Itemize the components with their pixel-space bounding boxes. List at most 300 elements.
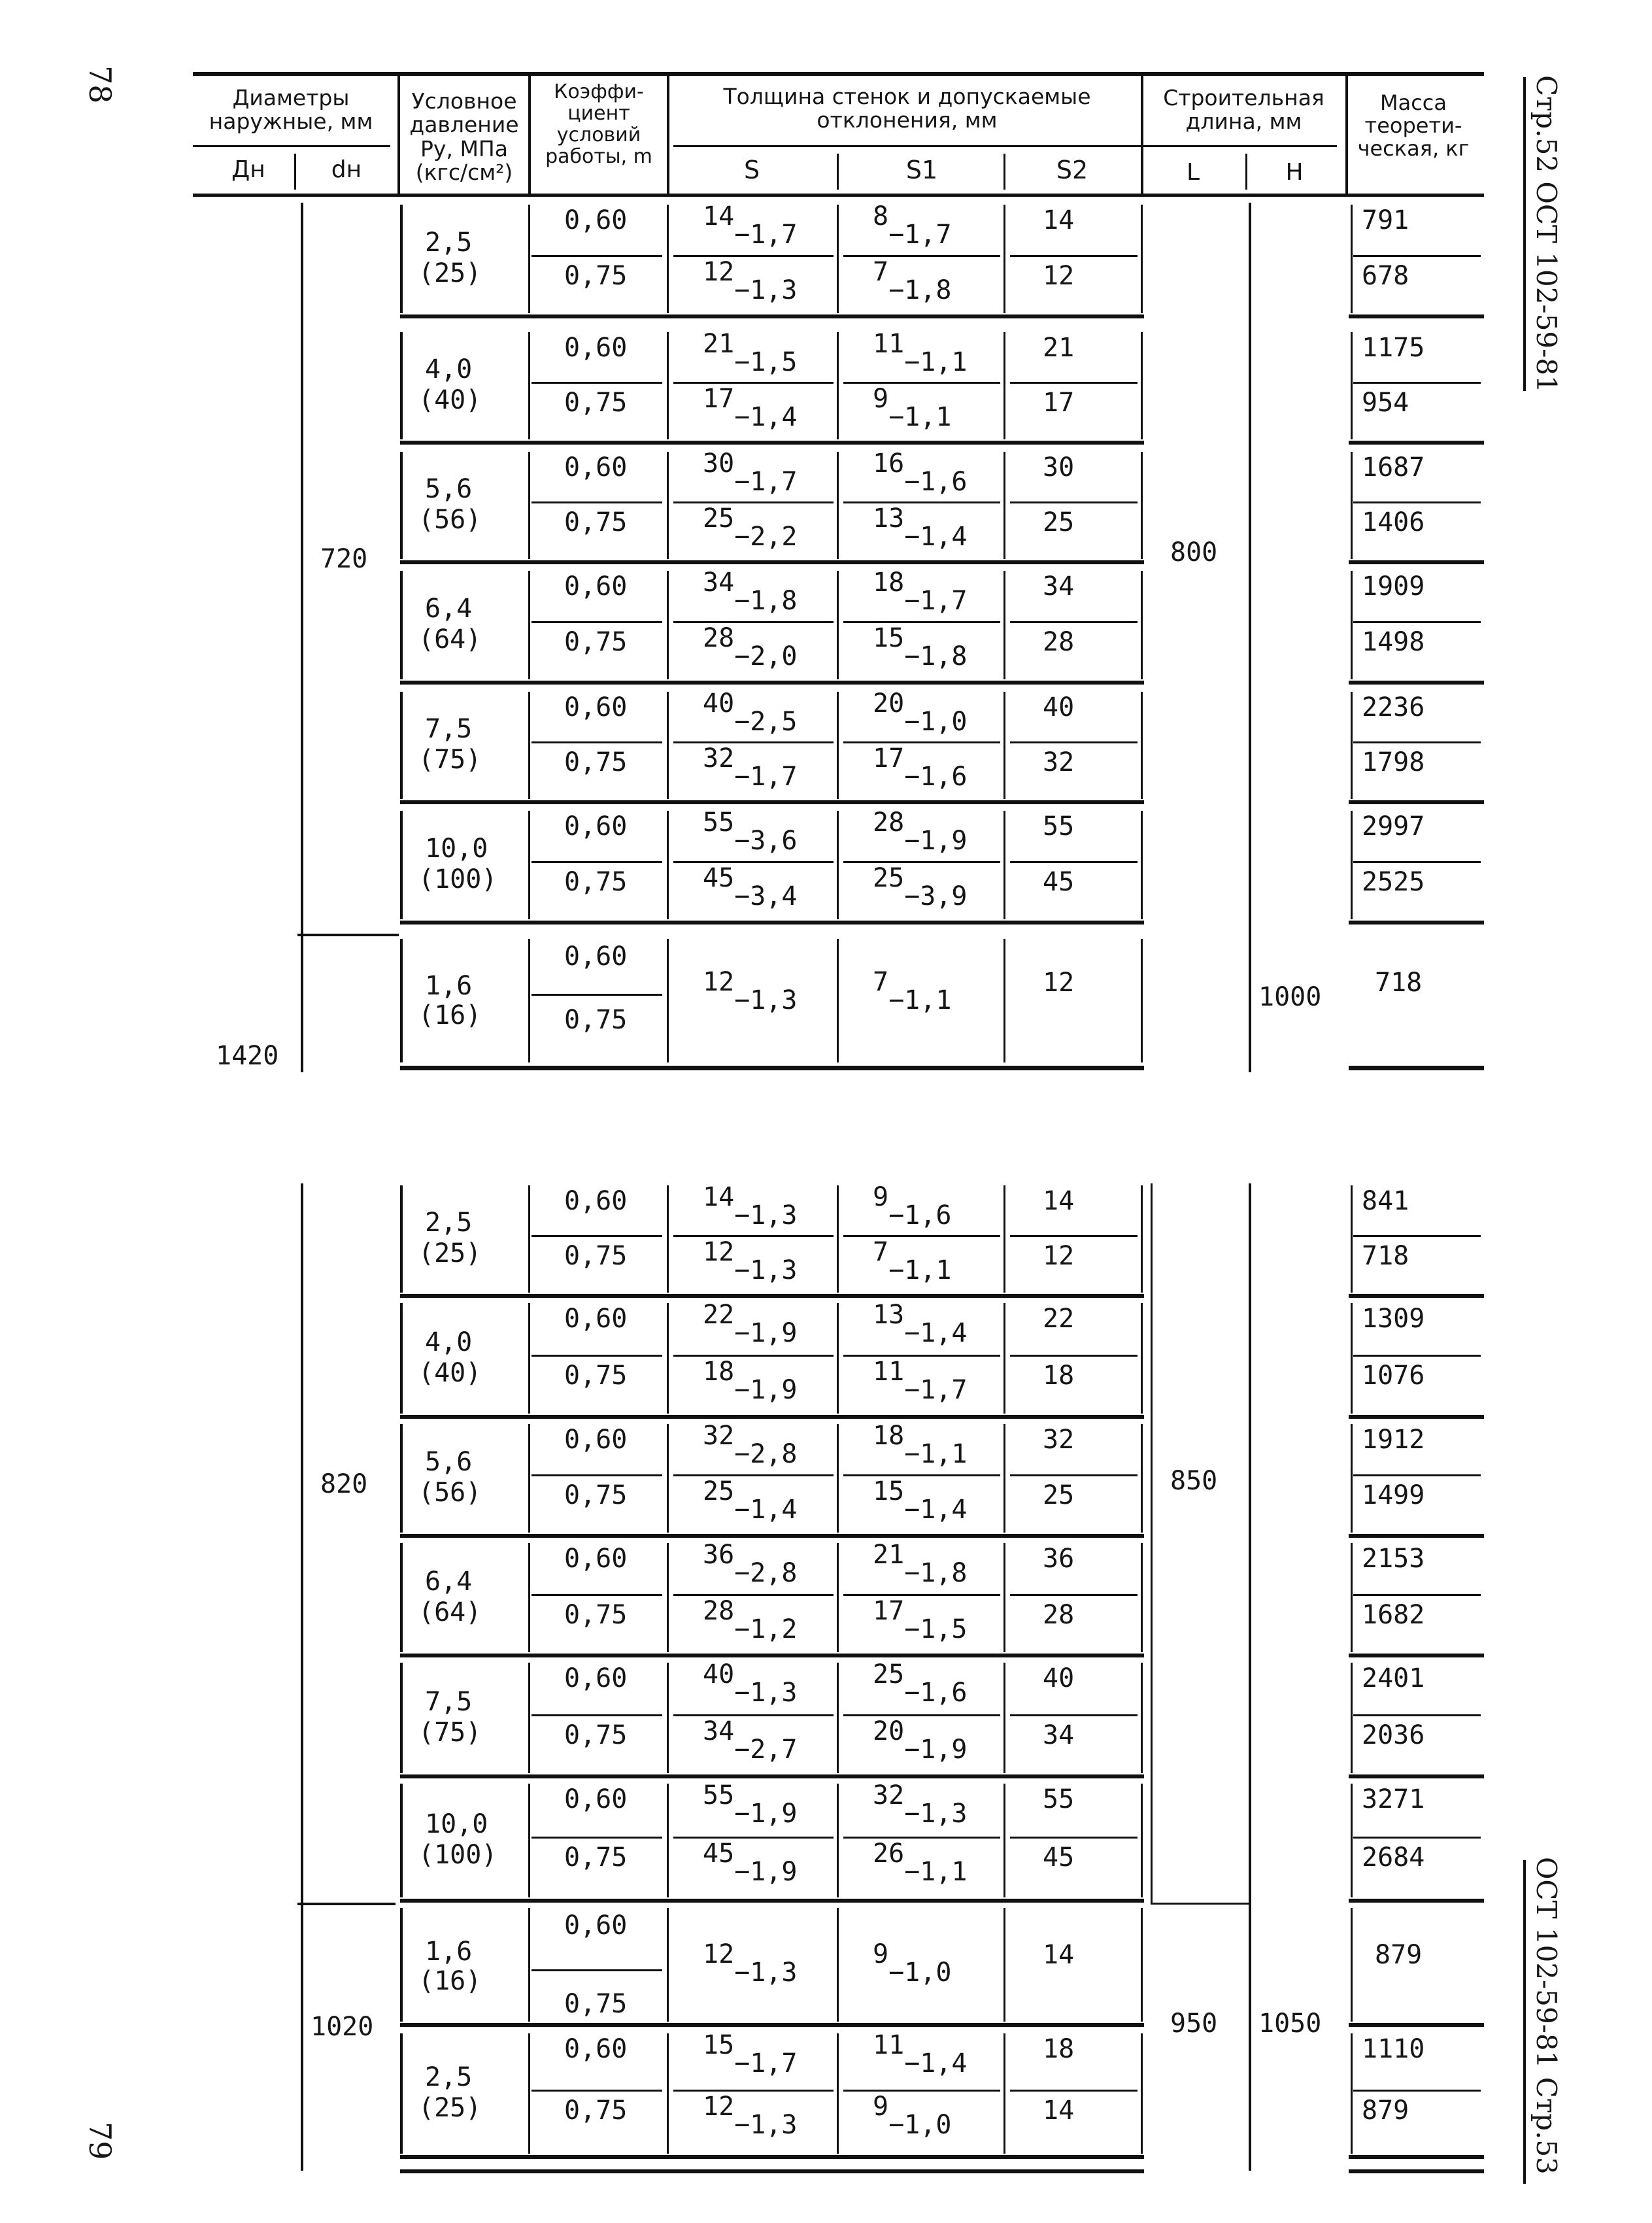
thickness-s bbox=[703, 1237, 798, 1285]
row-separator bbox=[1353, 1474, 1481, 1476]
thickness-s2: 14 bbox=[1043, 1940, 1075, 1970]
thickness-s-value: 21 bbox=[703, 329, 735, 359]
thickness-s1-value: 16 bbox=[873, 449, 905, 479]
thickness-s-deviation: −3,6 bbox=[734, 826, 798, 856]
thickness-s1-value: 20 bbox=[873, 1716, 905, 1746]
pressure-kgf: (100) bbox=[418, 864, 497, 894]
row-separator bbox=[843, 1355, 1000, 1357]
table-bottom-rule bbox=[1349, 2169, 1484, 2173]
mass-col-line bbox=[1351, 811, 1353, 919]
thickness-s1 bbox=[873, 2092, 952, 2140]
row-separator bbox=[843, 255, 1000, 257]
group-bottom-rule bbox=[1349, 1294, 1484, 1298]
thickness-s1-value: 7 bbox=[873, 1237, 889, 1267]
thickness-s1 bbox=[873, 743, 968, 792]
row-separator bbox=[1010, 621, 1138, 623]
group-bottom-rule bbox=[1349, 560, 1484, 564]
coef-value: 0,60 bbox=[564, 942, 628, 972]
thickness-s-deviation: −1,7 bbox=[734, 220, 798, 250]
s2-col-line bbox=[1003, 571, 1005, 679]
thickness-s-value: 28 bbox=[703, 623, 735, 653]
coef-value: 0,75 bbox=[564, 507, 628, 537]
thickness-s1-deviation: −1,0 bbox=[888, 2110, 952, 2140]
row-separator bbox=[1010, 1235, 1138, 1237]
row-separator bbox=[673, 621, 834, 623]
thickness-s-deviation: −1,3 bbox=[734, 275, 798, 305]
pressure-value: 2,5 bbox=[425, 228, 473, 258]
thickness-s1-deviation: −1,0 bbox=[904, 707, 968, 737]
thickness-s1-value: 18 bbox=[873, 1421, 905, 1451]
thickness-s bbox=[703, 688, 798, 737]
mass-value: 1498 bbox=[1362, 627, 1425, 657]
pressure-value: 5,6 bbox=[425, 474, 473, 504]
s-col-line bbox=[667, 571, 669, 679]
row-separator bbox=[673, 741, 834, 743]
coef-col-line bbox=[528, 1663, 530, 1773]
mass-value: 2684 bbox=[1362, 1842, 1425, 1873]
dn-value: 1020 bbox=[311, 2012, 374, 2042]
pressure-value: 2,5 bbox=[425, 2062, 473, 2092]
thickness-s1 bbox=[873, 688, 968, 737]
header-length: Строительная длина, мм bbox=[1163, 85, 1324, 135]
thickness-s1-deviation: −1,4 bbox=[904, 1495, 968, 1525]
dn-separator bbox=[297, 934, 399, 936]
row-separator bbox=[843, 741, 1000, 743]
row-separator bbox=[673, 382, 834, 384]
s-col-line bbox=[667, 205, 669, 313]
pressure-value: 10,0 bbox=[425, 1809, 488, 1839]
thickness-s1-deviation: −1,8 bbox=[904, 641, 968, 671]
thickness-s2: 45 bbox=[1043, 1842, 1075, 1873]
thickness-s bbox=[703, 967, 798, 1015]
group-bottom-rule bbox=[400, 1899, 1144, 1903]
thickness-s1-value: 28 bbox=[873, 807, 905, 838]
mass-value: 1175 bbox=[1362, 333, 1425, 363]
L-value: 950 bbox=[1170, 2009, 1218, 2039]
thickness-s bbox=[703, 503, 798, 552]
thickness-s1 bbox=[873, 503, 968, 552]
s1-col-line bbox=[837, 332, 839, 439]
thickness-s1-value: 21 bbox=[873, 1540, 905, 1570]
thickness-s1-deviation: −1,7 bbox=[888, 220, 952, 250]
row-separator bbox=[1010, 382, 1138, 384]
row-separator bbox=[843, 501, 1000, 503]
s1-col-line bbox=[837, 205, 839, 313]
header-dn: dн bbox=[331, 156, 362, 183]
row-separator bbox=[1353, 741, 1481, 743]
thickness-s1 bbox=[873, 1356, 968, 1405]
thickness-s1-deviation: −1,8 bbox=[904, 1558, 968, 1588]
thickness-s bbox=[703, 329, 798, 377]
group-bottom-rule bbox=[400, 1415, 1144, 1419]
mass-value: 2997 bbox=[1362, 811, 1425, 841]
thickness-s-deviation: −1,4 bbox=[734, 1495, 798, 1525]
pressure-kgf: (40) bbox=[418, 1357, 482, 1388]
thickness-s1-deviation: −1,1 bbox=[904, 1857, 968, 1887]
mass-value: 1912 bbox=[1362, 1425, 1425, 1455]
thickness-s bbox=[703, 1182, 798, 1230]
s1-col-line bbox=[837, 1185, 839, 1293]
group-bottom-rule bbox=[400, 681, 1144, 685]
thickness-s1 bbox=[873, 967, 952, 1015]
group-bottom-rule bbox=[400, 1534, 1144, 1538]
mass-value: 1076 bbox=[1362, 1360, 1425, 1391]
group-bottom-rule bbox=[1349, 921, 1484, 925]
thickness-s1 bbox=[873, 1300, 968, 1348]
column-line bbox=[1003, 939, 1005, 1062]
thickness-s1 bbox=[873, 384, 952, 432]
thickness-s-value: 12 bbox=[703, 257, 735, 287]
group-bottom-rule bbox=[1349, 1899, 1484, 1903]
thickness-s-value: 40 bbox=[703, 1659, 735, 1689]
thickness-s-deviation: −1,7 bbox=[734, 467, 798, 497]
s2-col-line bbox=[1003, 2033, 1005, 2154]
row-separator bbox=[531, 501, 662, 503]
s1-col-line bbox=[837, 1424, 839, 1533]
H-value: 1050 bbox=[1258, 2009, 1322, 2039]
mass-col-line bbox=[1351, 1303, 1353, 1414]
thickness-s2: 21 bbox=[1043, 333, 1075, 363]
row-separator bbox=[1010, 1355, 1138, 1357]
thickness-s-deviation: −1,3 bbox=[734, 2110, 798, 2140]
thickness-s bbox=[703, 1780, 798, 1829]
column-line bbox=[667, 939, 669, 1062]
mass-col-line bbox=[1351, 692, 1353, 799]
coef-col-line bbox=[528, 571, 530, 679]
thickness-s bbox=[703, 449, 798, 497]
thickness-s1-value: 11 bbox=[873, 2030, 905, 2060]
group-bottom-rule bbox=[400, 314, 1144, 318]
coef-value: 0,75 bbox=[564, 1360, 628, 1391]
thickness-s-deviation: −1,9 bbox=[734, 1857, 798, 1887]
s2-col-line bbox=[1003, 1543, 1005, 1652]
pressure-value: 4,0 bbox=[425, 1327, 473, 1357]
column-line bbox=[400, 1908, 403, 2022]
thickness-s-deviation: −1,3 bbox=[734, 1200, 798, 1230]
dn-separator bbox=[297, 1903, 396, 1905]
thickness-s1-value: 15 bbox=[873, 623, 905, 653]
row-separator bbox=[1353, 255, 1481, 257]
row-separator bbox=[843, 1474, 1000, 1476]
pressure-col-line bbox=[400, 1303, 403, 1414]
pressure-value: 7,5 bbox=[425, 1686, 473, 1717]
s2-col-line bbox=[1003, 811, 1005, 919]
header-mass: Масса теорети- ческая, кг bbox=[1357, 90, 1470, 161]
pressure-value: 4,0 bbox=[425, 354, 473, 384]
row-separator bbox=[843, 1714, 1000, 1716]
mass-col-line bbox=[1351, 205, 1353, 313]
L-col-line bbox=[1141, 1543, 1143, 1652]
thickness-s2: 14 bbox=[1043, 2096, 1075, 2126]
row-separator bbox=[1353, 861, 1481, 863]
header-coef: Коэффи- циент условий работы, m bbox=[545, 80, 652, 168]
mass-value: 2236 bbox=[1362, 692, 1425, 722]
thickness-s-value: 34 bbox=[703, 1716, 735, 1746]
thickness-s1-deviation: −1,1 bbox=[888, 985, 952, 1015]
row-separator bbox=[531, 994, 662, 996]
thickness-s1-value: 26 bbox=[873, 1839, 905, 1869]
coef-value: 0,75 bbox=[564, 1989, 628, 2019]
thickness-s bbox=[703, 1300, 798, 1348]
thickness-s bbox=[703, 1716, 798, 1765]
thickness-s-value: 55 bbox=[703, 1780, 735, 1810]
row-separator bbox=[673, 255, 834, 257]
thickness-s1 bbox=[873, 1659, 968, 1708]
thickness-s1 bbox=[873, 1780, 968, 1829]
L-value: 850 bbox=[1170, 1466, 1218, 1496]
thickness-s bbox=[703, 1839, 798, 1887]
pressure-col-line bbox=[400, 1424, 403, 1533]
row-separator bbox=[843, 1235, 1000, 1237]
row-separator bbox=[1353, 1594, 1481, 1596]
column-line bbox=[837, 939, 839, 1062]
thickness-s bbox=[703, 1476, 798, 1525]
row-separator bbox=[531, 1474, 662, 1476]
coef-value: 0,75 bbox=[564, 1842, 628, 1873]
L-value: 800 bbox=[1170, 537, 1218, 568]
row-separator bbox=[1353, 2090, 1481, 2092]
thickness-s1 bbox=[873, 1839, 968, 1887]
thickness-s2: 12 bbox=[1043, 968, 1075, 998]
row-separator bbox=[1353, 1714, 1481, 1716]
header-pressure: Условное давление Py, МПа (кгс/см²) bbox=[409, 88, 519, 185]
row-separator bbox=[673, 1714, 834, 1716]
mass-col-line bbox=[1351, 1663, 1353, 1773]
thickness-s-deviation: −1,5 bbox=[734, 347, 798, 377]
thickness-s1-value: 17 bbox=[873, 743, 905, 773]
thickness-s bbox=[703, 1356, 798, 1405]
L-col-line bbox=[1141, 452, 1143, 559]
thickness-s1-deviation: −1,1 bbox=[904, 347, 968, 377]
s1-col-line bbox=[837, 692, 839, 799]
thickness-s-value: 25 bbox=[703, 1476, 735, 1506]
thickness-s1-deviation: −1,0 bbox=[888, 1958, 952, 1988]
thickness-s1 bbox=[873, 1476, 968, 1525]
thickness-s-deviation: −1,3 bbox=[734, 1958, 798, 1988]
s2-col-line bbox=[1003, 452, 1005, 559]
s-col-line bbox=[667, 1543, 669, 1652]
thickness-s1-deviation: −1,7 bbox=[904, 586, 968, 616]
pressure-kgf: (16) bbox=[418, 1966, 482, 1996]
group-bottom-rule bbox=[1349, 2155, 1484, 2159]
thickness-s1-deviation: −1,6 bbox=[904, 1678, 968, 1708]
pressure-kgf: (16) bbox=[418, 1000, 482, 1030]
thickness-s1-value: 25 bbox=[873, 863, 905, 893]
thickness-s1-value: 13 bbox=[873, 503, 905, 534]
thickness-s-deviation: −2,8 bbox=[734, 1439, 798, 1469]
coef-col-line bbox=[528, 452, 530, 559]
thickness-s-value: 25 bbox=[703, 503, 735, 534]
thickness-s2: 32 bbox=[1043, 747, 1075, 777]
side-label-bottom: ОСТ 102-59-81 Стр.53 bbox=[1530, 1857, 1562, 2175]
page-number-bottom: 79 bbox=[82, 2122, 118, 2160]
thickness-s2: 12 bbox=[1043, 1241, 1075, 1271]
column-line bbox=[400, 939, 403, 1062]
coef-col-line bbox=[528, 1543, 530, 1652]
thickness-s1-deviation: −1,3 bbox=[904, 1799, 968, 1829]
thickness-s-value: 17 bbox=[703, 384, 735, 414]
thickness-s1-value: 9 bbox=[873, 1182, 889, 1212]
thickness-s2: 18 bbox=[1043, 2034, 1075, 2064]
column-line bbox=[1351, 1908, 1353, 2022]
coef-value: 0,60 bbox=[564, 571, 628, 602]
row-separator bbox=[673, 861, 834, 863]
thickness-s-value: 12 bbox=[703, 2092, 735, 2122]
thickness-s2: 34 bbox=[1043, 1720, 1075, 1750]
coef-value: 0,60 bbox=[564, 1910, 628, 1941]
column-line bbox=[1141, 939, 1143, 1062]
thickness-s bbox=[703, 743, 798, 792]
coef-col-line bbox=[528, 692, 530, 799]
row-separator bbox=[1010, 2090, 1138, 2092]
thickness-s1-value: 13 bbox=[873, 1300, 905, 1330]
coef-value: 0,75 bbox=[564, 2096, 628, 2126]
group-bottom-rule bbox=[400, 441, 1144, 445]
thickness-s2: 28 bbox=[1043, 627, 1075, 657]
thickness-s-value: 36 bbox=[703, 1540, 735, 1570]
group-bottom-rule bbox=[1349, 314, 1484, 318]
s1-col-line bbox=[837, 1543, 839, 1652]
row-separator bbox=[1353, 501, 1481, 503]
thickness-s-value: 22 bbox=[703, 1300, 735, 1330]
thickness-s-deviation: −1,2 bbox=[734, 1614, 798, 1644]
coef-value: 0,75 bbox=[564, 388, 628, 418]
thickness-s1-deviation: −1,5 bbox=[904, 1614, 968, 1644]
column-line bbox=[667, 1908, 669, 2022]
pressure-kgf: (40) bbox=[418, 385, 482, 415]
pressure-kgf: (64) bbox=[418, 1597, 482, 1627]
thickness-s bbox=[703, 2030, 798, 2079]
pressure-kgf: (64) bbox=[418, 624, 482, 654]
row-separator bbox=[1010, 1474, 1138, 1476]
row-separator bbox=[531, 861, 662, 863]
thickness-s1-deviation: −1,6 bbox=[904, 467, 968, 497]
column-line bbox=[837, 1908, 839, 2022]
row-separator bbox=[843, 382, 1000, 384]
thickness-s1 bbox=[873, 1595, 968, 1644]
mass-value: 879 bbox=[1362, 2096, 1409, 2126]
mass-value: 1909 bbox=[1362, 571, 1425, 602]
thickness-s1-value: 20 bbox=[873, 688, 905, 719]
coef-value: 0,60 bbox=[564, 1304, 628, 1334]
pressure-col-line bbox=[400, 205, 403, 313]
coef-col-line bbox=[528, 1185, 530, 1293]
s-col-line bbox=[667, 332, 669, 439]
thickness-s-value: 34 bbox=[703, 568, 735, 598]
coef-value: 0,75 bbox=[564, 261, 628, 291]
mass-value: 1309 bbox=[1362, 1304, 1425, 1334]
thickness-s2: 45 bbox=[1043, 867, 1075, 897]
thickness-s-deviation: −1,4 bbox=[734, 402, 798, 432]
mass-col-line bbox=[1351, 1185, 1353, 1293]
thickness-s bbox=[703, 1421, 798, 1469]
thickness-s bbox=[703, 807, 798, 856]
group-bottom-rule bbox=[400, 1654, 1144, 1657]
header-S: S bbox=[743, 156, 760, 184]
coef-value: 0,75 bbox=[564, 627, 628, 657]
thickness-s1-value: 8 bbox=[873, 201, 889, 231]
thickness-s-deviation: −1,3 bbox=[734, 985, 798, 1015]
thickness-s-value: 32 bbox=[703, 1421, 735, 1451]
coef-col-line bbox=[528, 1784, 530, 1897]
table-bottom-rule bbox=[400, 1066, 1144, 1070]
thickness-s bbox=[703, 623, 798, 671]
mass-col-line bbox=[1351, 571, 1353, 679]
row-separator bbox=[1353, 1837, 1481, 1839]
thickness-s-value: 40 bbox=[703, 688, 735, 719]
coef-value: 0,60 bbox=[564, 452, 628, 483]
side-label-top: Стр.52 ОСТ 102-59-81 bbox=[1530, 75, 1562, 393]
mass-value: 718 bbox=[1375, 968, 1423, 998]
coef-value: 0,60 bbox=[564, 333, 628, 363]
thickness-s1-value: 9 bbox=[873, 384, 889, 414]
row-separator bbox=[531, 621, 662, 623]
L-col-line bbox=[1141, 571, 1143, 679]
group-bottom-rule bbox=[400, 800, 1144, 804]
coef-col-line bbox=[528, 2033, 530, 2154]
thickness-s1 bbox=[873, 1540, 968, 1588]
mass-value: 2525 bbox=[1362, 867, 1425, 897]
thickness-s2: 17 bbox=[1043, 388, 1075, 418]
L-col-line bbox=[1151, 1183, 1153, 1903]
coef-col-line bbox=[528, 332, 530, 439]
thickness-s1-deviation: −1,7 bbox=[904, 1374, 968, 1405]
row-separator bbox=[673, 2090, 834, 2092]
mass-value: 1682 bbox=[1362, 1599, 1425, 1630]
thickness-s1-deviation: −1,8 bbox=[888, 275, 952, 305]
L-col-line bbox=[1141, 811, 1143, 919]
thickness-s1-value: 25 bbox=[873, 1659, 905, 1689]
row-separator bbox=[673, 1594, 834, 1596]
thickness-s1 bbox=[873, 449, 968, 497]
row-separator bbox=[531, 255, 662, 257]
thickness-s-deviation: −1,3 bbox=[734, 1678, 798, 1708]
thickness-s1-deviation: −1,6 bbox=[904, 762, 968, 792]
thickness-s-deviation: −1,8 bbox=[734, 586, 798, 616]
L-col-line bbox=[1141, 1424, 1143, 1533]
coef-col-line bbox=[528, 205, 530, 313]
s-col-line bbox=[667, 1424, 669, 1533]
pressure-value: 2,5 bbox=[425, 1208, 473, 1238]
pressure-kgf: (100) bbox=[418, 1840, 497, 1870]
pressure-kgf: (25) bbox=[418, 258, 482, 288]
group-bottom-rule bbox=[400, 1774, 1144, 1778]
row-separator bbox=[531, 382, 662, 384]
thickness-s-value: 14 bbox=[703, 201, 735, 231]
coef-value: 0,75 bbox=[564, 867, 628, 897]
mass-col-line bbox=[1351, 2033, 1353, 2154]
row-separator bbox=[1353, 621, 1481, 623]
thickness-s2: 55 bbox=[1043, 1784, 1075, 1814]
pressure-col-line bbox=[400, 2033, 403, 2154]
s2-col-line bbox=[1003, 332, 1005, 439]
row-separator bbox=[1010, 861, 1138, 863]
thickness-s-deviation: −1,9 bbox=[734, 1318, 798, 1348]
thickness-s bbox=[703, 384, 798, 432]
thickness-s2: 14 bbox=[1043, 205, 1075, 235]
thickness-s-deviation: −1,9 bbox=[734, 1374, 798, 1405]
group-bottom-rule bbox=[1349, 1534, 1484, 1538]
header-Dn: Дн bbox=[231, 156, 265, 183]
row-separator bbox=[673, 1837, 834, 1839]
mass-value: 2153 bbox=[1362, 1544, 1425, 1574]
s2-col-line bbox=[1003, 1424, 1005, 1533]
group-bottom-rule bbox=[1349, 441, 1484, 445]
row-separator bbox=[531, 1969, 662, 1971]
thickness-s1 bbox=[873, 1939, 952, 1988]
coef-value: 0,75 bbox=[564, 1241, 628, 1271]
thickness-s1 bbox=[873, 1182, 952, 1230]
